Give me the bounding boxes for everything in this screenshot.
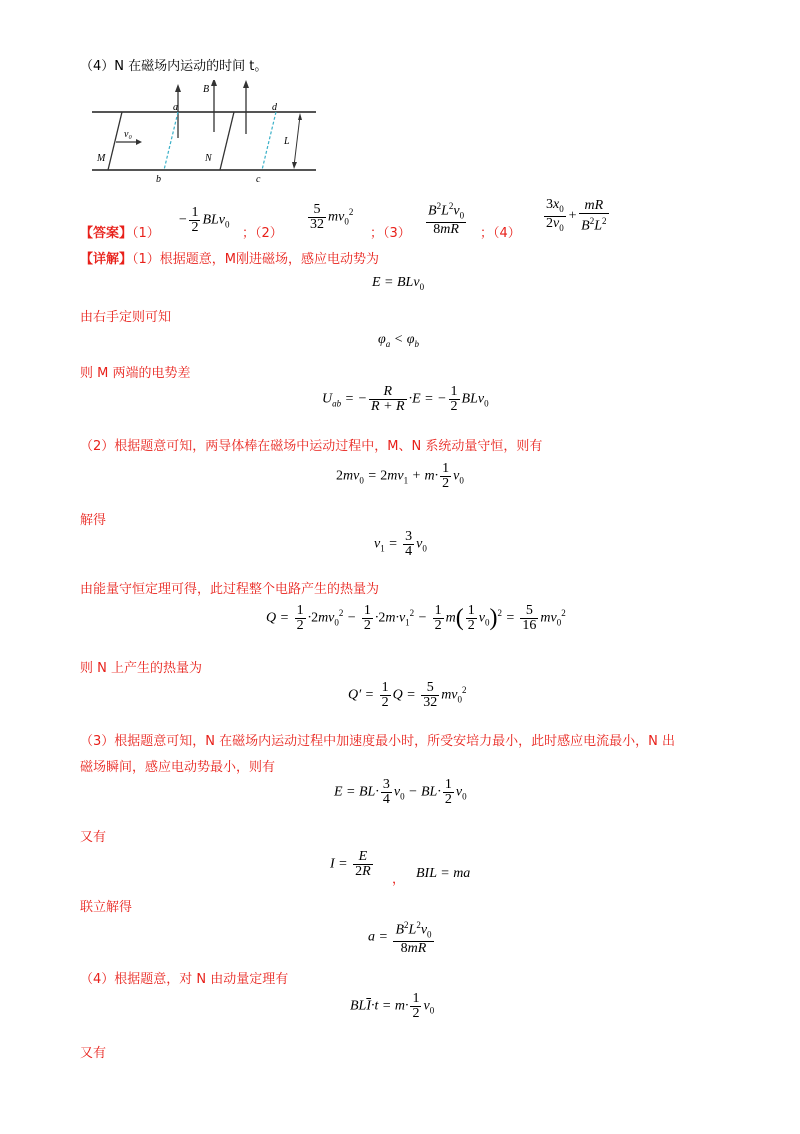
detail-line-12: （4）根据题意，对 N 由动量定理有 bbox=[80, 972, 289, 987]
eq-force: BIL = ma bbox=[416, 866, 471, 881]
label-c: c bbox=[256, 174, 261, 185]
eq-emf-min: E = BL· $\frac{3}{4}$ $v_0 - BL\cdot$ $\frac{1}{2}$ $v_0$ bbox=[334, 777, 467, 807]
label-d: d bbox=[272, 102, 277, 113]
question-4: （4）N 在磁场内运动的时间 t。 bbox=[80, 59, 268, 74]
detail-line-10: 又有 bbox=[80, 830, 107, 845]
eq-heat-n: Q′ = $\frac{1}{2}$ Q = $\frac{5}{32}$ $mv_0^2$ bbox=[348, 680, 467, 710]
eq-heat-total: Q = $\frac{1}{2}$ $\cdot 2mv_0^2$ − $\frac{1}{2}$ $\cdot 2m\cdot v_1^2$ − $\frac{1}{2}$ m( $\frac{1}{2}$ $v_0)^2$ = $\frac{5}{16}$ $mv_0^2$ bbox=[266, 603, 566, 633]
detail-line-2: 由右手定则可知 bbox=[80, 310, 172, 325]
label-N: N bbox=[205, 153, 212, 164]
answer-head: 【答案】（1） bbox=[80, 226, 160, 241]
label-B: B bbox=[203, 84, 210, 95]
eq-potential-difference: $U_{ab}$ = − $\frac{R}{R + R}$ ·E = − $\frac{1}{2}$ BLv$_0$ bbox=[322, 384, 489, 414]
detail-line-13: 又有 bbox=[80, 1046, 107, 1061]
answer-2-formula: $\frac{5}{32}$ $mv_0^2$ bbox=[310, 202, 354, 232]
answer-3-label: ；（3） bbox=[370, 226, 411, 241]
detail-line-4: （2）根据题意可知，两导体棒在磁场中运动过程中，M、N 系统动量守恒，则有 bbox=[80, 439, 543, 454]
label-v0: v₀ bbox=[124, 129, 132, 140]
answer-1-formula: − $\frac{1}{2}$ BLv$_0$ bbox=[178, 205, 230, 235]
eq-current: I = $\frac{E}{2R}$ bbox=[330, 849, 371, 879]
answer-4-label: ；（4） bbox=[480, 226, 521, 241]
answer-3-formula: $\frac{B^2L^2v_0}{8mR}$ bbox=[428, 201, 465, 238]
eq-v1: $v_1$ = $\frac{3}{4}$ $v_0$ bbox=[374, 529, 427, 559]
label-M: M bbox=[97, 153, 106, 164]
detail-line-3: 则 M 两端的电势差 bbox=[80, 366, 191, 381]
label-a: a bbox=[173, 102, 178, 113]
answer-2-label: ；（2） bbox=[242, 226, 283, 241]
detail-line-8: （3）根据题意可知，N 在磁场内运动过程中加速度最小时，所受安培力最小，此时感应电流最小，N 出 bbox=[80, 734, 675, 749]
answer-4-formula: $\frac{3x_0}{2v_0}$ + $\frac{mR}{B^2L^2}$ bbox=[546, 197, 607, 234]
detail-line-7: 则 N 上产生的热量为 bbox=[80, 661, 202, 676]
eq-acceleration: a = $\frac{B^2L^2v_0}{8mR}$ bbox=[368, 920, 432, 957]
detail-line-11: 联立解得 bbox=[80, 900, 133, 915]
eq-emf: E = BLv$_0$ bbox=[372, 275, 425, 292]
circuit-figure bbox=[88, 80, 328, 190]
detail-line-5: 解得 bbox=[80, 513, 107, 528]
eq-impulse: $BL\overline{I}\cdot t = m\cdot$ $\frac{1}{2}$ $v_0$ bbox=[350, 991, 435, 1021]
label-b: b bbox=[156, 174, 161, 185]
detail-line-6: 由能量守恒定理可得，此过程整个电路产生的热量为 bbox=[80, 582, 380, 597]
detail-line-1: 【详解】（1）根据题意，M刚进磁场，感应电动势为 bbox=[80, 252, 380, 267]
eq-momentum: $2mv_0 = 2mv_1 + m\cdot$ $\frac{1}{2}$ $v_0$ bbox=[336, 461, 464, 491]
label-L: L bbox=[284, 136, 290, 147]
comma: ， bbox=[392, 872, 406, 887]
eq-potential: $\varphi_a < \varphi_b$ bbox=[378, 332, 419, 349]
detail-line-9: 磁场瞬间，感应电动势最小，则有 bbox=[80, 760, 276, 775]
